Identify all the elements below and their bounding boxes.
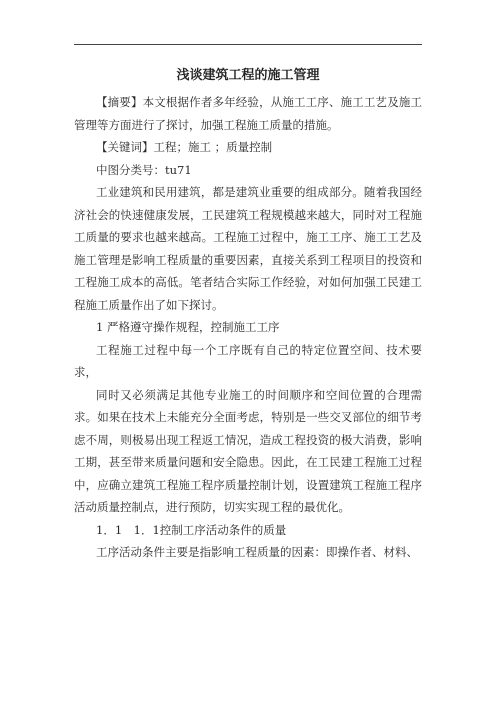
section-heading-1: 1 严格遵守操作规程，控制施工工序 xyxy=(96,320,280,334)
document-title: 浅谈建筑工程的施工管理 xyxy=(176,68,320,83)
intro-paragraph: 工业建筑和民用建筑，都是建筑业重要的组成部分。随着我国经济社会的快速健康发展，工民建筑工程规模越来越大，同时对工程施工质量的要求也越来越高。工程施工过程中，施工工序、施工工艺及施工管理是影响工程质量的重要因素，直接关系到工程项目的投资和工程施工成本的高低。笔者结合实际工作经验，对如何加强工民建工程施工质量作出了如下探讨。 xyxy=(74,185,422,312)
section-1-paragraph-b: 同时又必须满足其他专业施工的时间顺序和空间位置的合理需求。如果在技术上未能充分全面考虑，特别是一些交叉部位的细节考虑不周，则极易出现工程返工情况，造成工程投资的极大消费，影响工期，甚至带来质量问题和安全隐患。因此，在工民建工程施工过程中，应确立建筑工程施工程序质量控制计划，设置建筑工程施工程序活动质量控制点，进行预防，切实实现工程的最优化。 xyxy=(74,387,422,514)
section-1-paragraph-a: 工程施工过程中每一个工序既有自己的特定位置空间、技术要求， xyxy=(74,342,422,379)
classification-number: 中图分类号：tu71 xyxy=(96,162,192,177)
document-body xyxy=(74,91,422,564)
abstract-paragraph: 【摘要】本文根据作者多年经验，从施工工序、施工工艺及施工管理等方面进行了探讨，加强工程施工质量的措施。 xyxy=(74,95,422,132)
keywords-paragraph: 【关键词】工程；施工 ；质量控制 xyxy=(96,140,273,154)
header-rule xyxy=(74,44,422,45)
subsection-heading-1-1: 1．1 1．1控制工序活动条件的质量 xyxy=(96,522,287,537)
subsection-1-1-paragraph: 工序活动条件主要是指影响工程质量的因素：即操作者、材料、 xyxy=(96,545,418,559)
